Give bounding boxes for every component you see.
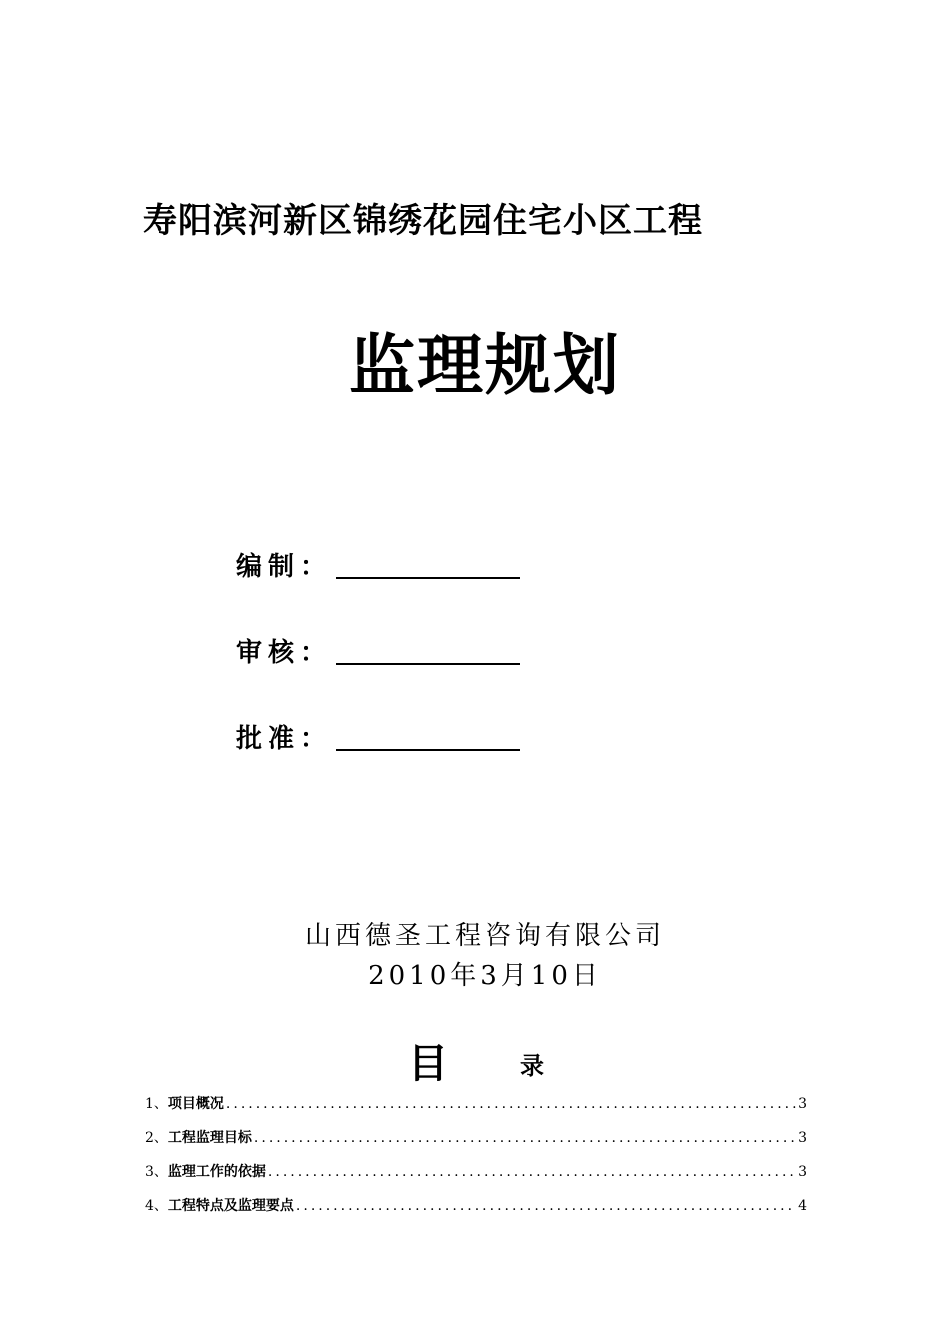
signature-label: 编制：: [236, 552, 333, 582]
toc-leader-dots: [296, 1198, 796, 1214]
toc-item[interactable]: [145, 1195, 807, 1229]
toc-item-number: 4、: [145, 1198, 168, 1214]
signature-line: [336, 749, 520, 751]
toc-item-label: 工程特点及监理要点: [167, 1198, 294, 1214]
toc-item-page: 3: [798, 1096, 807, 1112]
document-title: 监理规划: [349, 326, 621, 404]
toc-item-page: 3: [798, 1130, 807, 1146]
toc-item-label: 项目概况: [167, 1096, 224, 1112]
signature-row-compile: [236, 543, 520, 583]
toc-item[interactable]: [145, 1161, 807, 1195]
toc-leader-dots: [254, 1130, 796, 1146]
toc-heading: [0, 1032, 950, 1087]
toc-item-label: 工程监理目标: [167, 1130, 252, 1146]
signature-line: [336, 663, 520, 665]
toc-item-number: 3、: [145, 1164, 168, 1180]
document-date: 2010年3月10日: [368, 961, 602, 991]
toc-item[interactable]: [145, 1127, 807, 1161]
toc-leader-dots: [226, 1096, 796, 1112]
toc-heading-first: 目: [408, 1040, 448, 1087]
signature-line: [336, 577, 520, 579]
toc-item-number: 2、: [145, 1130, 168, 1146]
signature-label: 批准：: [236, 724, 333, 754]
company-name: 山西德圣工程咨询有限公司: [304, 921, 665, 951]
signature-row-approve: [236, 715, 520, 755]
toc-item-page: 4: [798, 1198, 807, 1214]
toc-heading-second: 录: [520, 1051, 544, 1080]
project-title: 寿阳滨河新区锦绣花园住宅小区工程: [143, 201, 703, 241]
signature-row-review: [236, 629, 520, 669]
toc-item-number: 1、: [145, 1096, 168, 1112]
toc-leader-dots: [268, 1164, 796, 1180]
toc-item[interactable]: [145, 1093, 807, 1127]
signature-label: 审核：: [236, 638, 333, 668]
toc-item-page: 3: [798, 1164, 807, 1180]
toc-item-label: 监理工作的依据: [167, 1164, 266, 1180]
table-of-contents: [145, 1093, 807, 1229]
